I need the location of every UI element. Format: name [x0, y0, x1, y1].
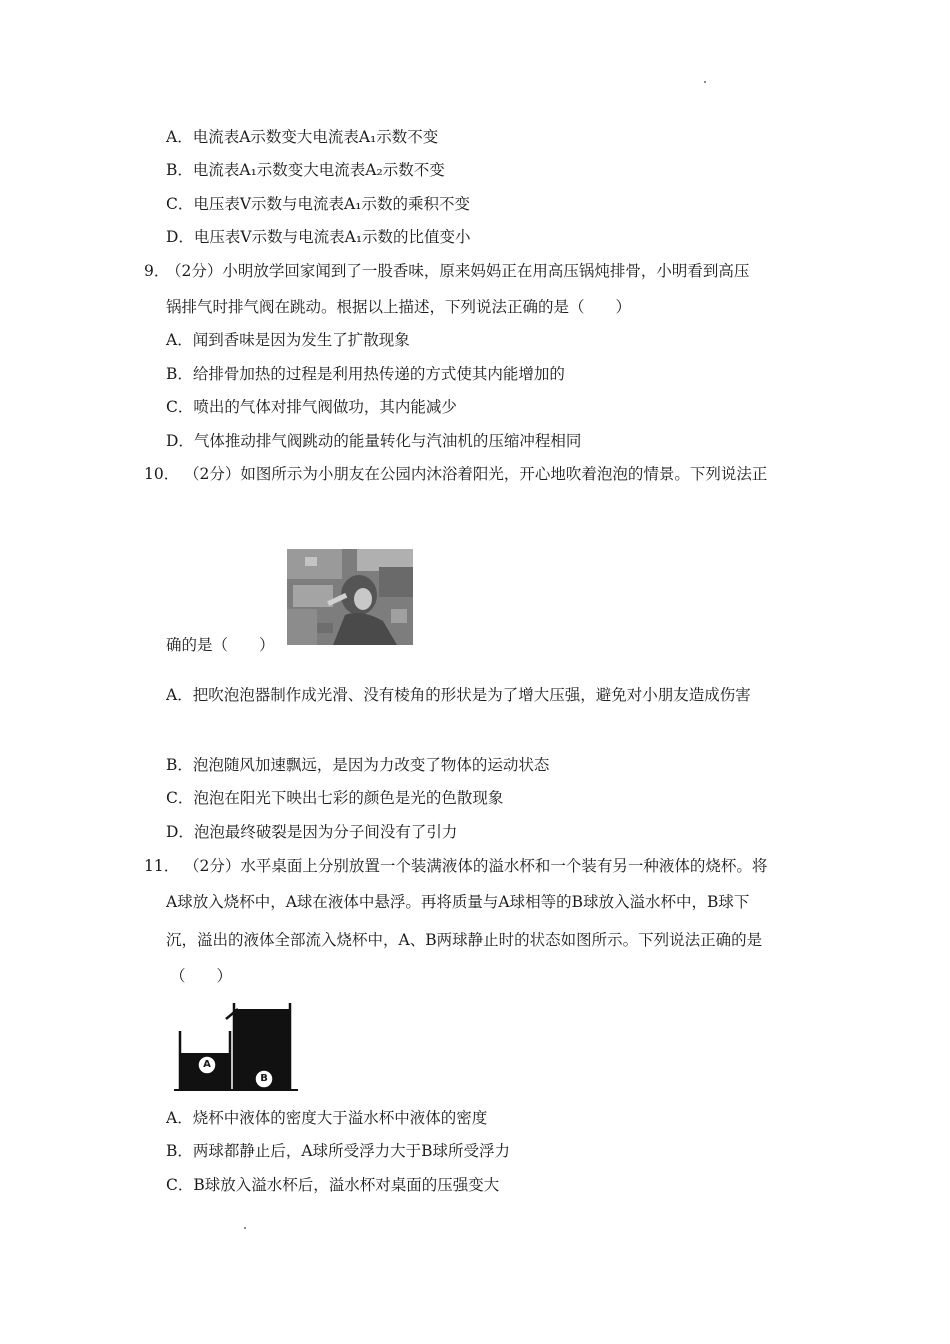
q10-option-b: B．泡泡随风加速飘远，是因为力改变了物体的运动状态: [166, 756, 550, 774]
q8-option-c: C．电压表V示数与电流表A₁示数的乘积不变: [166, 195, 470, 213]
q9-stem-line2: 锅排气时排气阀在跳动。根据以上描述，下列说法正确的是（ ）: [166, 298, 632, 316]
q11-option-a: A．烧杯中液体的密度大于溢水杯中液体的密度: [166, 1109, 488, 1127]
q11-option-c: C．B球放入溢水杯后，溢水杯对桌面的压强变大: [166, 1176, 500, 1194]
bubble-child-photo: [287, 549, 413, 645]
scan-speck: [244, 1227, 246, 1229]
q8-option-d: D．电压表V示数与电流表A₁示数的比值变小: [166, 228, 471, 246]
beaker-overflow-cup-figure: [174, 999, 298, 1093]
q10-number: 10．: [144, 465, 180, 483]
q11-number: 11．: [144, 857, 180, 875]
q9-option-a: A．闻到香味是因为发生了扩散现象: [166, 331, 410, 349]
q11-stem-line2: A球放入烧杯中，A球在液体中悬浮。再将质量与A球相等的B球放入溢水杯中，B球下: [166, 893, 750, 911]
q9-option-d: D．气体推动排气阀跳动的能量转化与汽油机的压缩冲程相同: [166, 432, 582, 450]
q9-stem-line1: （2分）小明放学回家闻到了一股香味，原来妈妈正在用高压锅炖排骨，小明看到高压: [166, 262, 750, 280]
q8-option-a: A．电流表A示数变大电流表A₁示数不变: [166, 128, 439, 146]
q11-option-b: B．两球都静止后，A球所受浮力大于B球所受浮力: [166, 1142, 510, 1160]
ball-b-label: B: [260, 1073, 268, 1084]
q11-stem-line1: （2分）水平桌面上分别放置一个装满液体的溢水杯和一个装有另一种液体的烧杯。将: [184, 857, 768, 875]
q8-option-b: B．电流表A₁示数变大电流表A₂示数不变: [166, 161, 445, 179]
q10-stem-line1: （2分）如图所示为小朋友在公园内沐浴着阳光，开心地吹着泡泡的情景。下列说法正: [184, 465, 768, 483]
q10-option-c: C．泡泡在阳光下映出七彩的颜色是光的色散现象: [166, 789, 504, 807]
q9-option-b: B．给排骨加热的过程是利用热传递的方式使其内能增加的: [166, 365, 565, 383]
q11-stem-line4: （ ）: [170, 967, 233, 985]
q9-number: 9．: [144, 262, 170, 280]
figure-drawing: [174, 999, 298, 1093]
q10-option-a: A．把吹泡泡器制作成光滑、没有棱角的形状是为了增大压强，避免对小朋友造成伤害: [166, 686, 751, 704]
q10-stem-line2: 确的是（ ）: [166, 636, 275, 654]
scan-speck: [704, 81, 706, 83]
q10-option-d: D．泡泡最终破裂是因为分子间没有了引力: [166, 823, 458, 841]
ball-a-label: A: [203, 1059, 211, 1070]
q9-option-c: C．喷出的气体对排气阀做功，其内能减少: [166, 398, 457, 416]
q11-stem-line3: 沉，溢出的液体全部流入烧杯中，A、B两球静止时的状态如图所示。下列说法正确的是: [166, 931, 763, 949]
